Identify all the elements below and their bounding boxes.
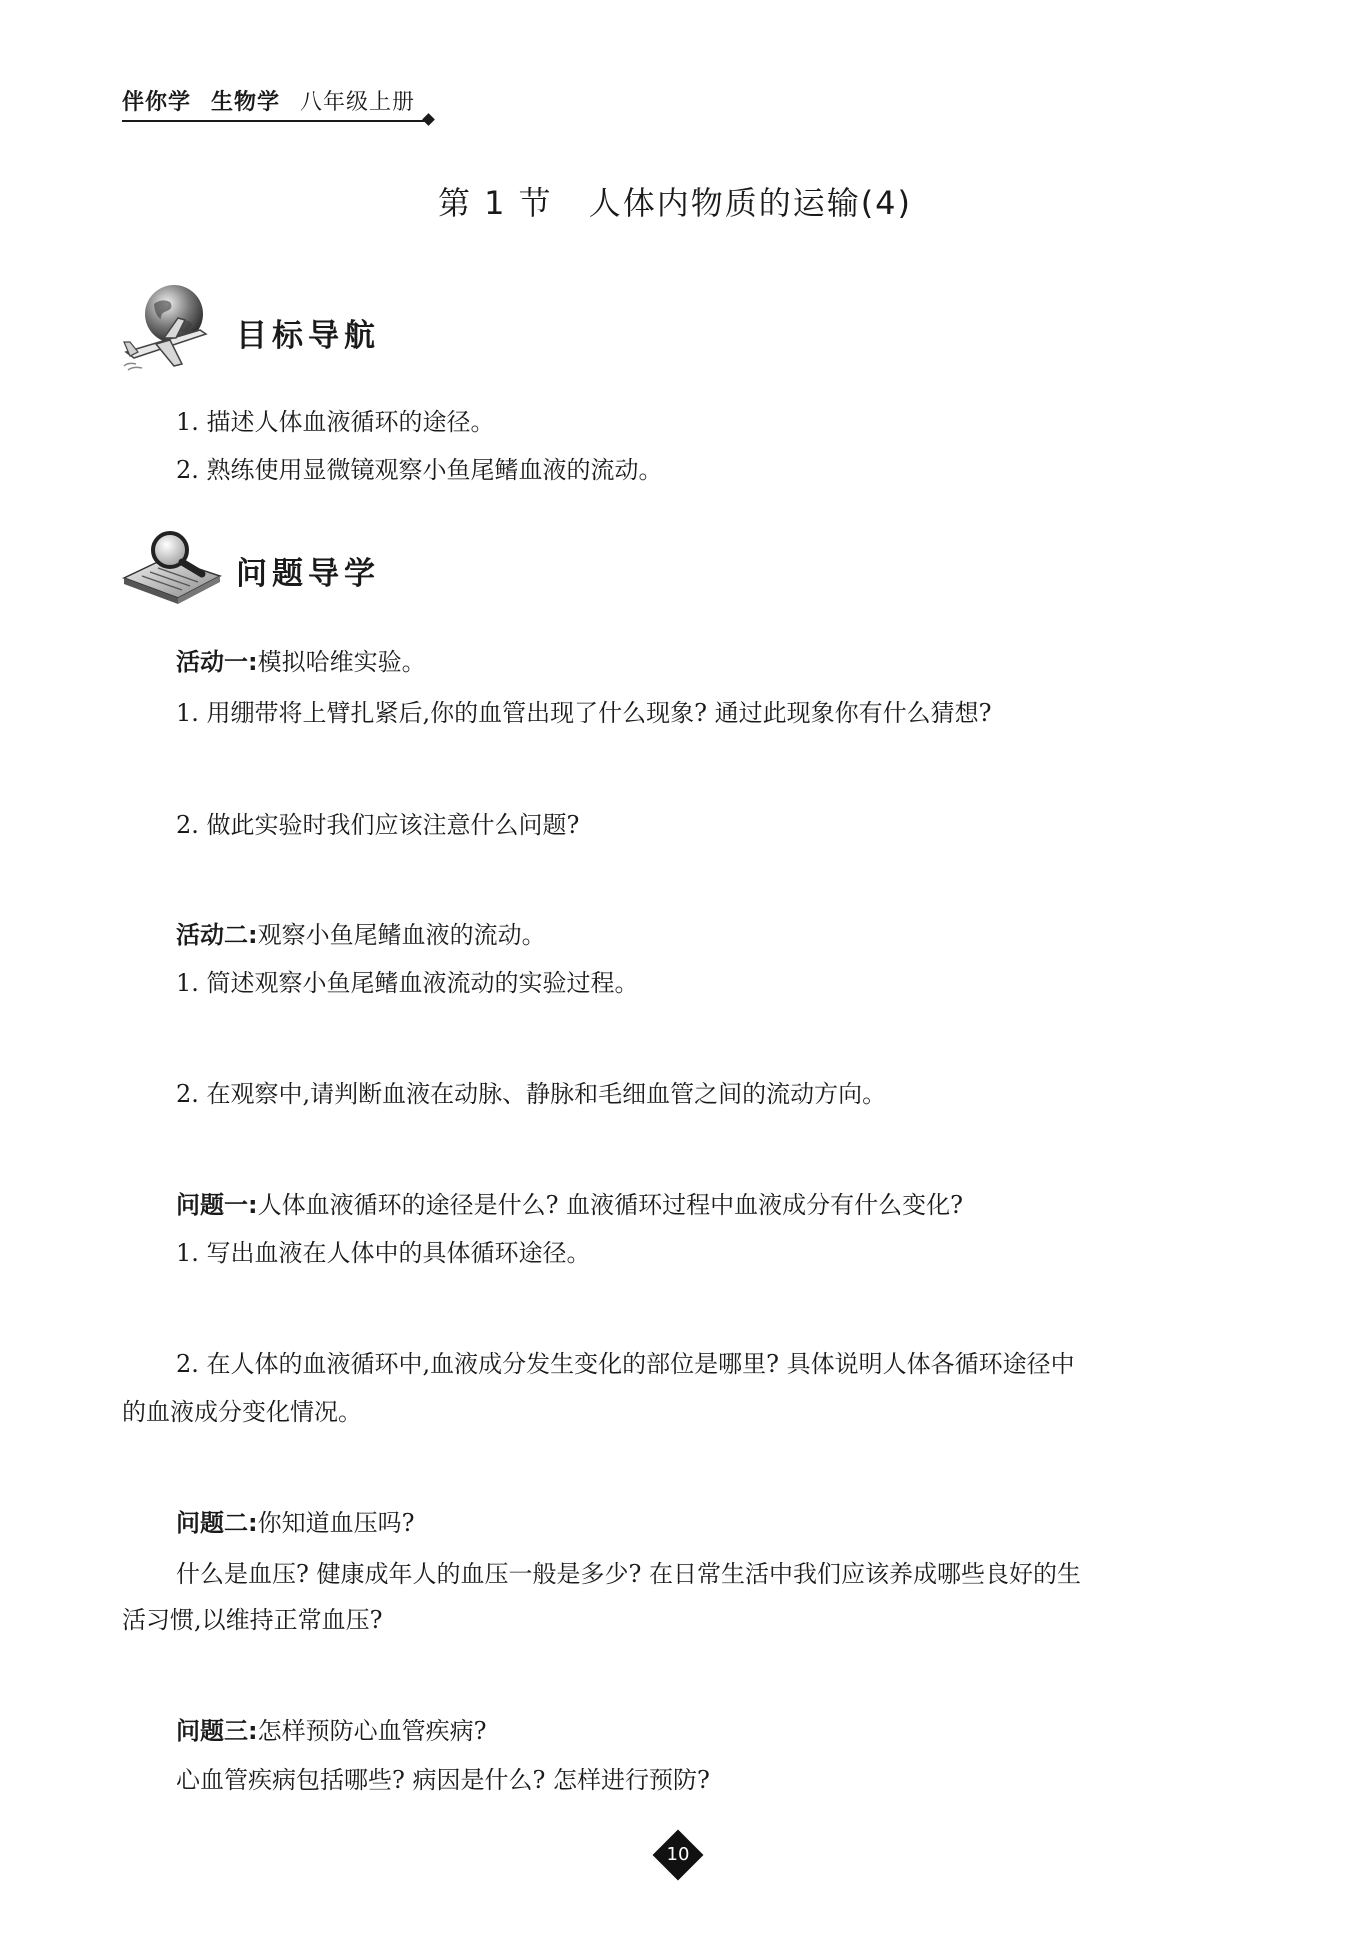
question-1-item-1: 1. 写出血液在人体中的具体循环途径。 — [176, 1239, 591, 1267]
section-number: 第 1 节 — [437, 184, 553, 222]
guide-heading-block — [122, 528, 422, 618]
book-series: 伴你学 — [122, 90, 192, 115]
question-2-body-line-2: 活习惯,以维持正常血压? — [122, 1606, 383, 1634]
book-grade: 八年级上册 — [300, 90, 416, 115]
goal-item-1: 1. 描述人体血液循环的途径。 — [176, 408, 495, 436]
question-1-text: 人体血液循环的途径是什么? 血液循环过程中血液成分有什么变化? — [257, 1191, 963, 1219]
header-diamond-ornament — [422, 113, 435, 126]
page-title — [0, 181, 1350, 225]
question-3-text: 怎样预防心血管疾病? — [257, 1717, 487, 1745]
question-2-lead: 问题二: — [176, 1509, 258, 1537]
activity-1-text: 模拟哈维实验。 — [257, 648, 426, 676]
page-number-badge — [653, 1830, 703, 1880]
question-3-heading — [176, 1714, 486, 1748]
question-2-body-line-1: 什么是血压? 健康成年人的血压一般是多少? 在日常生活中我们应该养成哪些良好的生 — [176, 1560, 1081, 1588]
activity-1-item-2: 2. 做此实验时我们应该注意什么问题? — [176, 811, 580, 839]
activity-2-lead: 活动二: — [176, 921, 258, 949]
activity-2-item-2: 2. 在观察中,请判断血液在动脉、静脉和毛细血管之间的流动方向。 — [176, 1080, 887, 1108]
magnifier-documents-icon — [122, 528, 222, 608]
goals-heading: 目标导航 — [236, 318, 380, 354]
goals-heading-block — [122, 282, 422, 372]
activity-1-heading — [176, 645, 426, 679]
guide-heading: 问题导学 — [236, 556, 380, 592]
activity-1-lead: 活动一: — [176, 648, 258, 676]
book-subject: 生物学 — [211, 90, 281, 115]
question-3-lead: 问题三: — [176, 1717, 258, 1745]
activity-2-heading — [176, 918, 546, 952]
running-header — [122, 88, 415, 118]
activity-2-text: 观察小鱼尾鳍血液的流动。 — [257, 921, 546, 949]
header-rule — [122, 120, 426, 122]
question-2-heading — [176, 1506, 414, 1540]
page-number: 10 — [666, 1844, 690, 1865]
question-1-heading — [176, 1188, 963, 1222]
globe-airplane-icon — [122, 282, 218, 372]
question-1-item-2-line-1: 2. 在人体的血液循环中,血液成分发生变化的部位是哪里? 具体说明人体各循环途径中 — [176, 1350, 1075, 1378]
activity-1-item-1: 1. 用绷带将上臂扎紧后,你的血管出现了什么现象? 通过此现象你有什么猜想? — [176, 699, 992, 727]
section-name: 人体内物质的运输(4) — [588, 184, 913, 222]
question-1-item-2-line-2: 的血液成分变化情况。 — [122, 1398, 362, 1426]
question-1-lead: 问题一: — [176, 1191, 258, 1219]
question-2-text: 你知道血压吗? — [257, 1509, 415, 1537]
activity-2-item-1: 1. 简述观察小鱼尾鳍血液流动的实验过程。 — [176, 969, 639, 997]
question-3-body: 心血管疾病包括哪些? 病因是什么? 怎样进行预防? — [176, 1766, 710, 1794]
goal-item-2: 2. 熟练使用显微镜观察小鱼尾鳍血液的流动。 — [176, 456, 663, 484]
